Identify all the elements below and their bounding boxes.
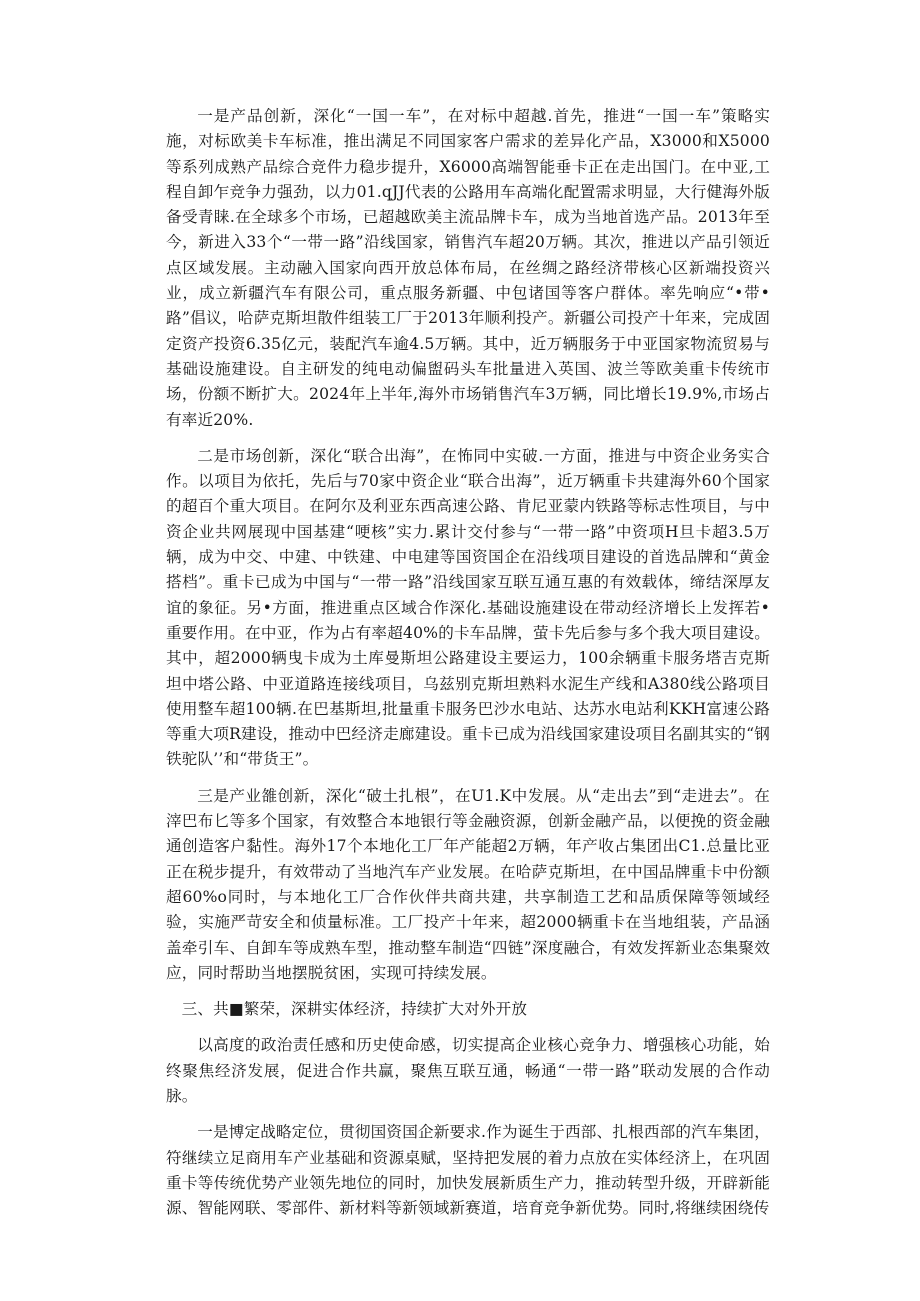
paragraph-strategic-positioning: 一是博定战略定位，贯彻国资国企新要求.作为诞生于西部、扎根西部的汽车集团，符继续立足商用车产业基础和资源桌赋，坚持把发展的着力点放在实体经济上，在巩固重卡等传统优势产业领先地位的同时，加快发展新质生产力，推动转型升级，开辟新能源、智能网联、零部件、新材料等新领域新赛道，培育竞争新优势。同时,将继续困绕传 — [166, 1123, 770, 1218]
paragraph-gap — [166, 773, 770, 784]
paragraph-product-innovation: 一是产品创新，深化“一国一车”，在对标中超越.首先，推进“一国一车”策略实施，对标欧美卡车标准，推出满足不同国家客户需求的差异化产品，X3000和X5000等系列成熟产品综合竞件力稳步提升，X6000高端智能垂卡正在走出国门。在中亚,工程自卸乍竞争力强劲，以力01.qJJ代表的公路用车高端化配置需求明显，大行健海外版备受青睐.在全球多个市场，已超越欧美主流品牌卡车，成为当地首选产品。2013年至今，新进入33个“一带一路”沿线国家，销售汽车超20万辆。其次，推进以产品引领近点区域发展。主动融入国家向西开放总体布局，在丝绸之路经济带核心区新端投资兴业，成立新疆汽车有限公司，重点服务新疆、中包诸国等客户群体。率先响应“•带•路”倡议，哈萨克斯坦散件组装工厂于2013年顺利投产。新疆公司投产十年来，完成固定资产投资6.35亿元，装配汽车逾4.5万辆。其中，近万辆服务于中亚国家物流贸易与基础设施建设。自主研发的纯电动偏盥码头车批量进入英国、波兰等欧美重卡传统市场，份额不断扩大。2024年上半年,海外市场销售汽车3万辆，同比增长19.9%,市场占有率近20%. — [166, 107, 770, 429]
paragraph-industry-innovation: 三是产业雒创新，深化“破土扎根”，在U1.K中发展。从“走出去”到“走进去”。在滓巴布匕等多个国家，有效整合本地银行等金融资源，创新金融产品，以便挽的资金融通创造客户黏性。海外17个本地化工厂年产能超2万辆，年产收占集团出C1.总量比亚正在税步提升，有效带动了当地汽车产业发展。在哈萨克斯坦，在中国品牌重卡中份额超60%o同时，与本地化工厂合作伙伴共商共建，共享制造工艺和品质保障等领域经验，实施严苛安全和侦量标准。工厂投产十年来，超2000辆重卡在当地组装，产品涵盖牵引车、自卸车等成熟车型，推动整车制造“四链”深度融合，有效发挥新业态集聚效应，同时帮助当地摆脱贫困，实现可持续发展。 — [166, 786, 770, 982]
document-page — [166, 104, 770, 1221]
paragraph-gap — [166, 1109, 770, 1120]
paragraph-gap — [166, 433, 770, 444]
section-heading: 三、共■繁荣，深耕实体经济，持续扩大对外开放 — [181, 1000, 528, 1019]
paragraph-market-innovation: 二是市场创新，深化“联合出海”，在怖同中实破.一方面，推进与中资企业务实合作。以项目为依托，先后与70家中资企业“联合出海”，近万辆重卡共建海外60个国家的超百个重大项目。在阿尔及利亚东西高速公路、肯尼亚蒙内铁路等标志性项目，与中资企业共网展现中国基建“哽核”实力.累计交付参与“一带一路”中资项H旦卡超3.5万辆，成为中交、中建、中铁建、中电建等国资国企在沿线项目建设的首选品牌和“黄金搭档”。重卡已成为中国与“一带一路”沿线国家互联互通互惠的有效载体，缔结深厚友谊的象征。另•方面，推进重点区域合作深化.基础设施建设在带动经济增长上发挥若•重要作用。在中亚，作为占有率超40%的卡车品牌，萤卡先后参与多个我大项目建设。其中，超2000辆曳卡成为土库曼斯坦公路建设主要运力，100余辆重卡服务塔吉克斯坦中塔公路、中亚道路连接线项目，乌兹别克斯坦熟料水泥生产线和A380线公路项目使用整车超100辆.在巴基斯坦,批量重卡服务巴沙水电站、达苏水电站利KKH富速公路等重大项R建设，推动中巴经济走廊建设。重卡已成为沿线国家建设项目名副其实的“钢铁驼队’’和“带货王”。 — [166, 446, 770, 769]
paragraph-gap — [166, 1022, 770, 1033]
paragraph-section-intro: 以高度的政治责任感和历史使命感，切实提高企业核心竞争力、增强核心功能，始终聚焦经济发展，促进合作共赢，聚焦互联互通，畅通“一带一路”联动发展的合作动脉。 — [166, 1036, 770, 1105]
paragraph-gap — [166, 986, 770, 997]
